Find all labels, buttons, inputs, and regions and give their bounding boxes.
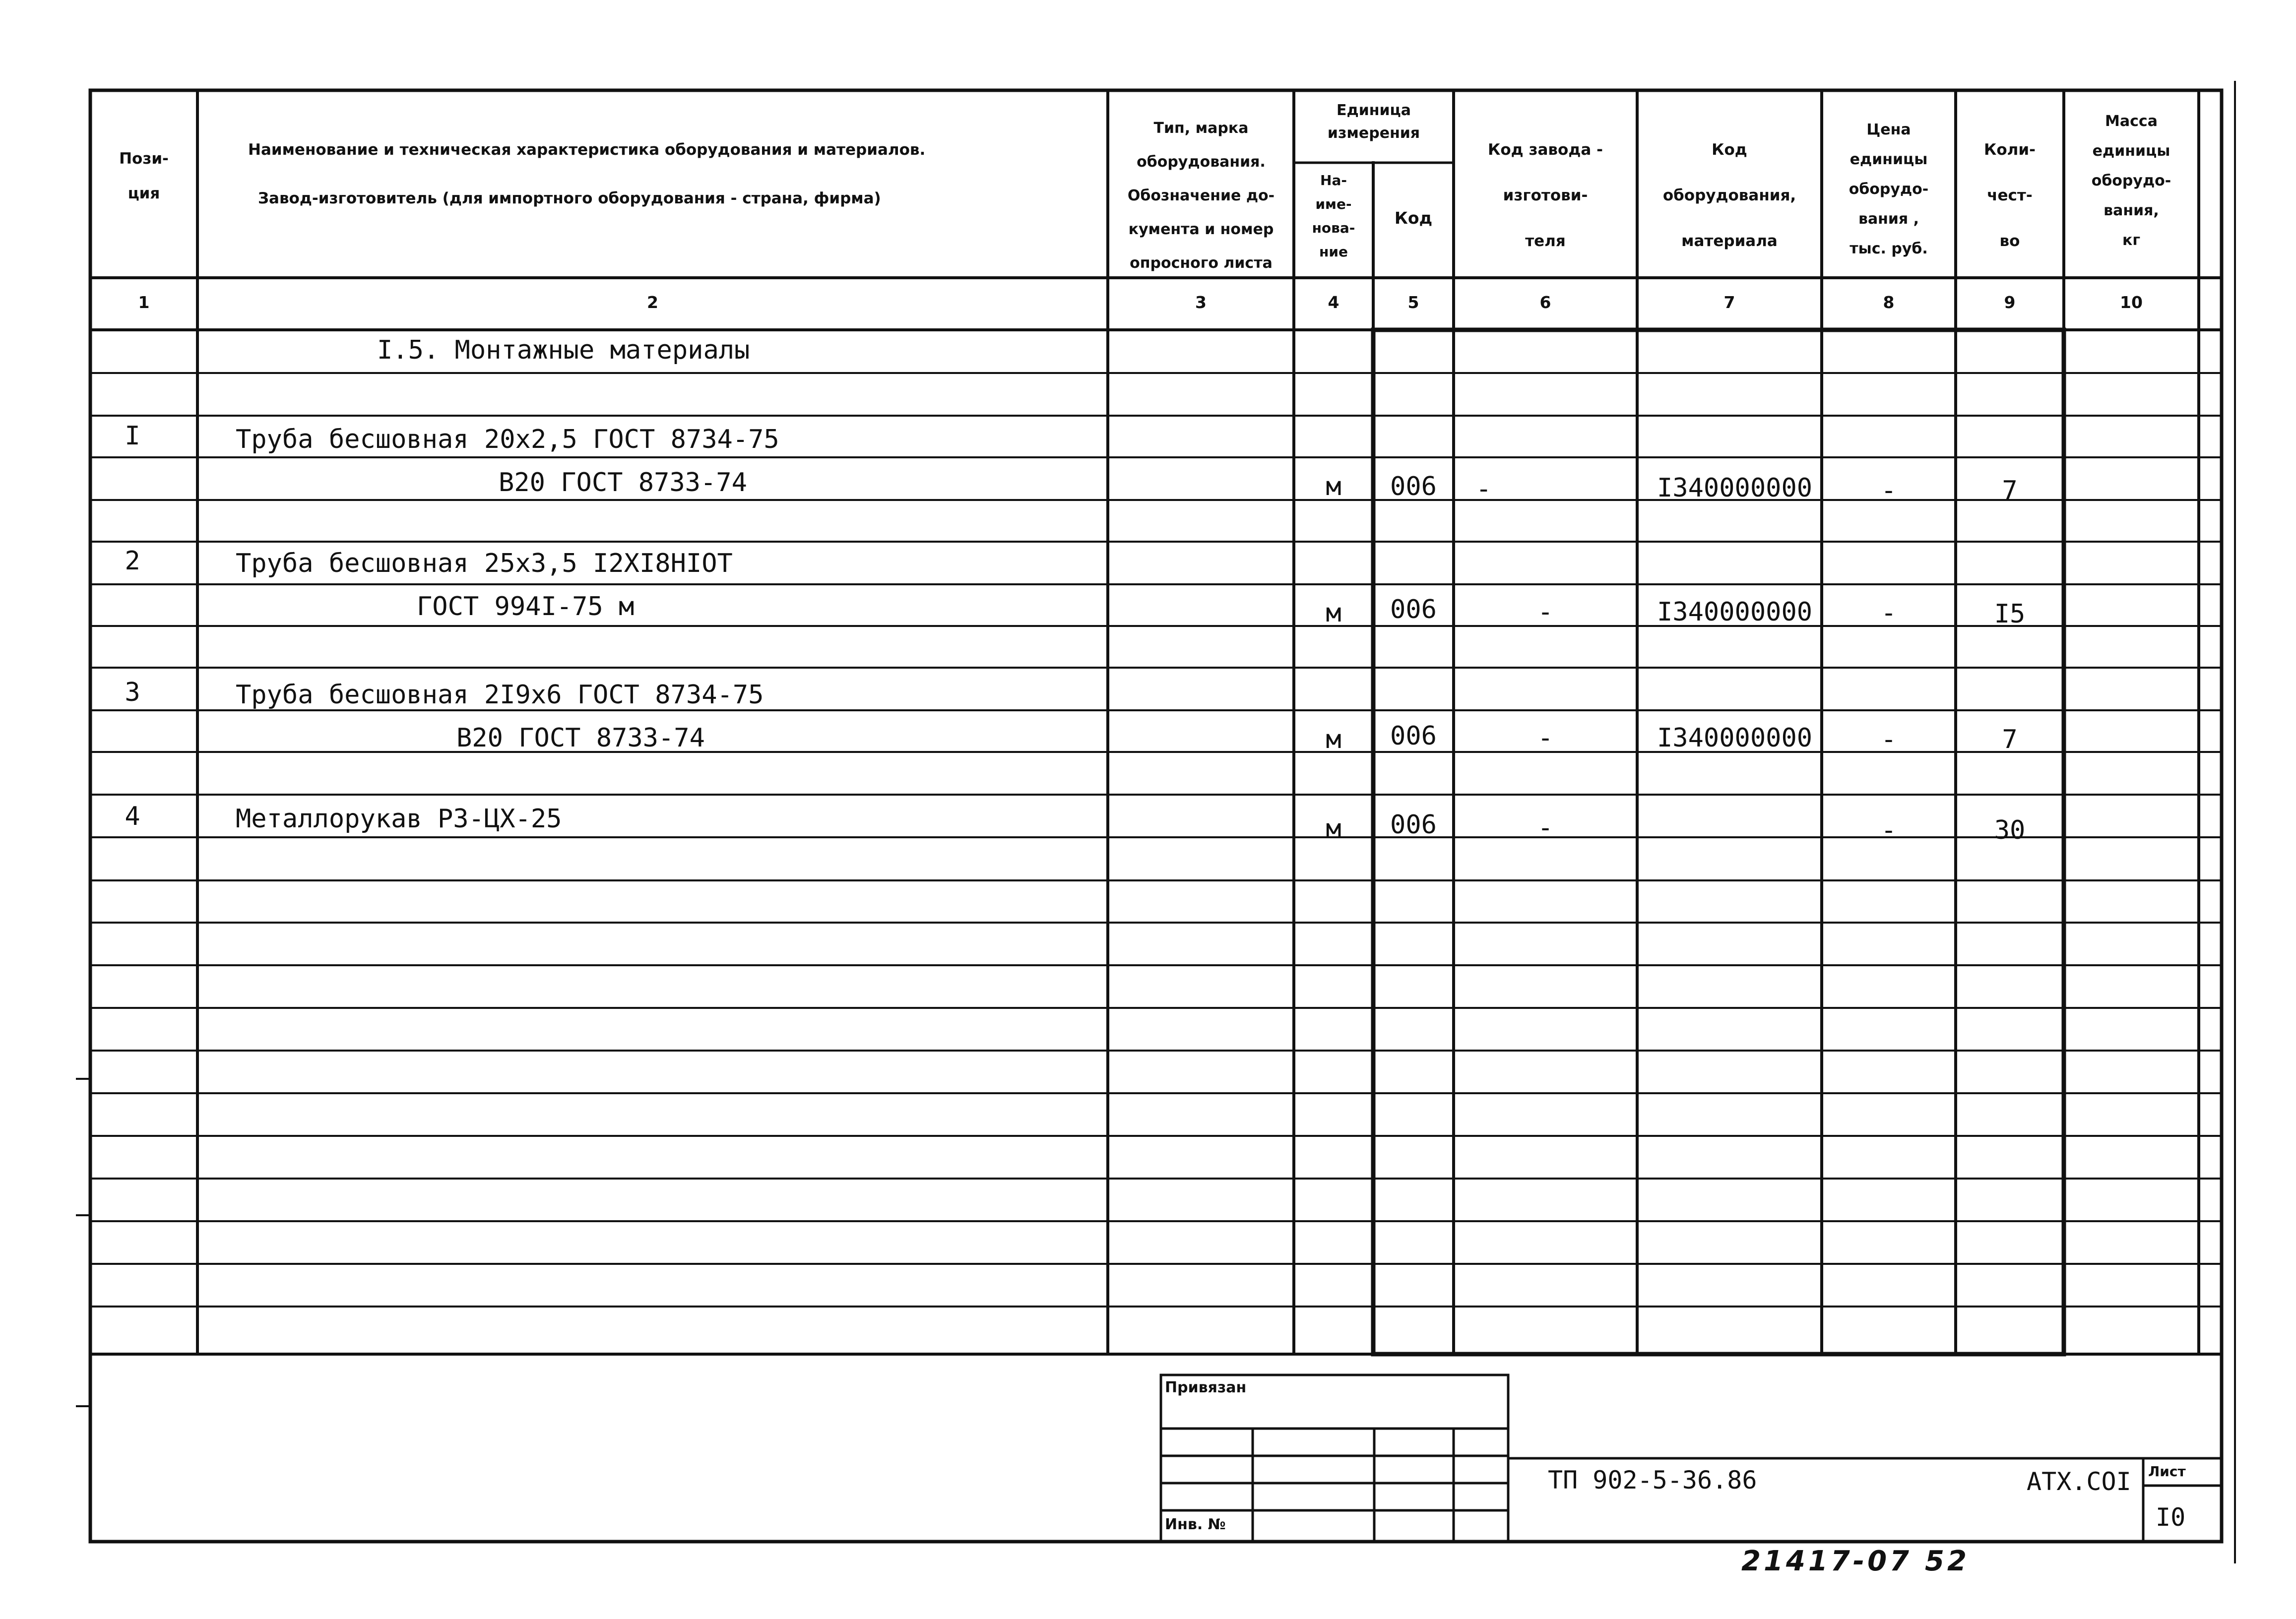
header-name-line1: Наименование и техническая характеристика оборудования и материалов. — [248, 141, 926, 159]
header-equipment-code: Код оборудования, материала — [1662, 141, 1796, 250]
item-quantity: 30 — [1994, 815, 2026, 845]
column-number-8: 8 — [1883, 293, 1895, 312]
column-number-7: 7 — [1723, 293, 1735, 312]
column-number-9: 9 — [2004, 293, 2016, 312]
header-unit-group: Единица измерения — [1327, 102, 1420, 142]
header-mass: Масса единицы оборудо- вания, кг — [2091, 113, 2171, 249]
item-unit-code: 006 — [1390, 595, 1437, 624]
column-number-4: 4 — [1328, 293, 1339, 312]
item-description-line2: В20 ГОСТ 8733-74 — [499, 468, 747, 498]
item-unit-code: 006 — [1390, 810, 1437, 840]
item-unit-code: 006 — [1390, 721, 1437, 751]
header-plant-code: Код завода - изготови- теля — [1488, 141, 1603, 250]
item-price: - — [1881, 598, 1897, 628]
item-position: 2 — [125, 546, 140, 576]
header-unit-code: Код — [1394, 208, 1433, 228]
item-plant-code: - — [1537, 597, 1553, 627]
column-number-3: 3 — [1195, 293, 1207, 312]
header-unit-name: На- име- нова- ние — [1312, 172, 1355, 260]
item-unit: м — [1326, 725, 1341, 754]
sheet-code: АТХ.СОI — [2027, 1467, 2131, 1496]
item-description-line1: Труба бесшовная 2I9х6 ГОСТ 8734-75 — [236, 680, 764, 710]
item-price: - — [1881, 725, 1897, 754]
item-unit: м — [1326, 472, 1341, 501]
section-title: I.5. Монтажные материалы — [377, 335, 750, 365]
privyazan-label: Привязан — [1165, 1379, 1247, 1396]
item-position: 3 — [125, 678, 140, 707]
item-plant-code: - — [1537, 723, 1553, 753]
item-price: - — [1881, 476, 1897, 505]
column-number-2: 2 — [647, 293, 658, 312]
item-quantity: I5 — [1994, 599, 2026, 629]
item-description-line2: В20 ГОСТ 8733-74 — [456, 723, 705, 753]
handwritten-page: 52 — [1925, 1545, 1970, 1577]
handwritten-number: 21417-07 — [1741, 1545, 1912, 1577]
column-number-6: 6 — [1539, 293, 1551, 312]
item-description-line1: Труба бесшовная 25х3,5 I2XI8HIOT — [236, 549, 733, 578]
item-position: 4 — [125, 802, 140, 831]
sheet-number: I0 — [2156, 1503, 2186, 1532]
header-quantity: Коли- чест- во — [1984, 141, 2036, 250]
item-unit-code: 006 — [1390, 472, 1437, 501]
item-unit: м — [1326, 814, 1341, 844]
column-number-10: 10 — [2120, 293, 2143, 312]
item-description-line1: Металлорукав РЗ-ЦХ-25 — [236, 804, 562, 834]
column-number-5: 5 — [1407, 293, 1419, 312]
item-description-line1: Труба бесшовная 20х2,5 ГОСТ 8734-75 — [236, 425, 779, 454]
item-quantity: 7 — [2002, 725, 2018, 754]
document-code: ТП 902-5-36.86 — [1548, 1466, 1757, 1494]
item-description-line2: ГОСТ 994I-75 м — [417, 592, 635, 622]
item-unit: м — [1326, 598, 1341, 628]
header-name-line2: Завод-изготовитель (для импортного оборудования - страна, фирма) — [258, 189, 881, 207]
item-quantity: 7 — [2002, 476, 2018, 505]
inventory-number-label: Инв. № — [1165, 1516, 1226, 1533]
header-position: Пози- ция — [119, 150, 169, 202]
item-plant-code: - — [1476, 474, 1492, 504]
column-number-1: 1 — [138, 293, 150, 312]
header-price: Цена единицы оборудо- вания , тыс. руб. — [1849, 121, 1929, 257]
item-position: I — [125, 421, 140, 451]
item-material-code: I340000000 — [1657, 597, 1813, 627]
sheet-label: Лист — [2148, 1463, 2186, 1480]
header-type: Тип, марка оборудования. Обозначение до- кумента и номер опросного листа — [1127, 120, 1275, 272]
item-material-code: I340000000 — [1657, 473, 1813, 503]
item-price: - — [1881, 815, 1897, 845]
item-plant-code: - — [1537, 813, 1553, 843]
item-material-code: I340000000 — [1657, 723, 1813, 753]
